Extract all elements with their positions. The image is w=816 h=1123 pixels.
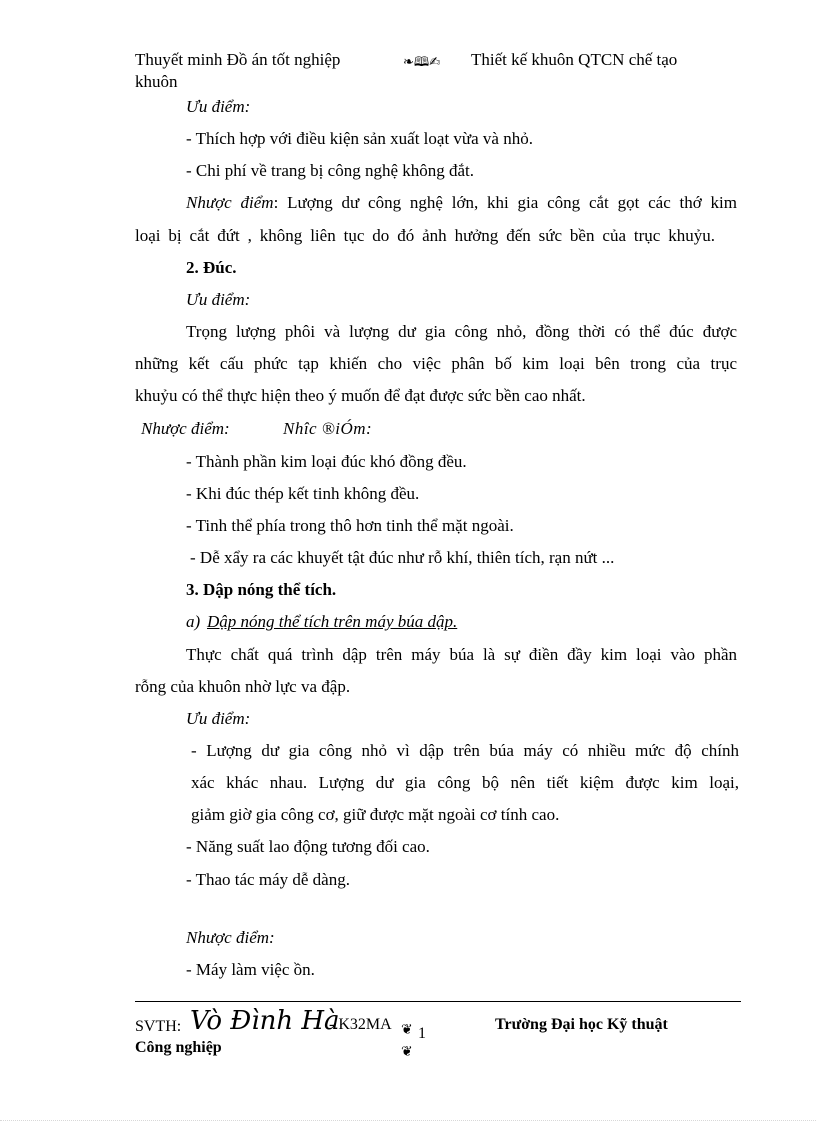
bullet-line: - Lượng dư gia công nhỏ vì dập trên búa máy có nhiều mức độ chính — [191, 741, 739, 760]
paragraph-line: loại bị cắt đứt , không liên tục do đó ảnh hưởng đến sức bền của trục khuỷu. — [135, 226, 715, 245]
disadvantages-heading: Nhược điểm: — [141, 419, 230, 438]
advantages-heading: Ưu điểm: — [186, 290, 251, 309]
paragraph-line: những kết cấu phức tạp khiến cho việc phân bố kim loại bên trong của trục — [135, 354, 737, 373]
disadvantages-paragraph-line — [186, 193, 737, 213]
advantages-heading: Ưu điểm: — [186, 97, 251, 116]
bullet-line: - Năng suất lao động tương đối cao. — [186, 837, 430, 856]
footer-student-name: Vò Đình Hà — [190, 1006, 340, 1036]
bullet-line-continued: giảm giờ gia công cơ, giữ được mặt ngoài cơ tính cao. — [191, 805, 560, 824]
bullet-line: - Tinh thể phía trong thô hơn tinh thể mặt ngoài. — [186, 516, 514, 535]
paragraph-line: Thực chất quá trình dập trên máy búa là sự điền đầy kim loại vào phần — [186, 645, 737, 664]
bullet-line: - Thao tác máy dễ dàng. — [186, 870, 350, 889]
footer-school-name-continued: Công nghiệp — [135, 1039, 222, 1056]
footer-class-code: - K32MA — [329, 1016, 392, 1033]
footer-ornament-bottom-icon: ❦ — [401, 1044, 413, 1060]
disadvantages-label: Nhược điểm — [186, 193, 274, 212]
subsection-heading: Dập nóng thể tích trên máy búa dập. — [207, 612, 458, 631]
paragraph-line: khuỷu có thể thực hiện theo ý muốn để đạt được sức bền cao nhất. — [135, 386, 586, 405]
bullet-line-continued: xác khác nhau. Lượng dư gia công bộ nên tiết kiệm được kim loại, — [191, 773, 739, 792]
header-title-right: Thiết kế khuôn QTCN chế tạo — [471, 50, 678, 69]
section-heading-casting: 2. Đúc. — [186, 258, 237, 277]
paragraph-line: rỗng của khuôn nhờ lực va đập. — [135, 677, 351, 696]
bullet-line: - Chi phí về trang bị công nghệ không đắt. — [186, 161, 475, 180]
header-title-left-continued: khuôn — [135, 72, 178, 91]
advantages-heading: Ưu điểm: — [186, 709, 251, 728]
page-edge-divider — [0, 1120, 816, 1121]
footer-school-name: Trường Đại học Kỹ thuật — [495, 1016, 668, 1033]
bullet-line: - Thích hợp với điều kiện sản xuất loạt vừa và nhỏ. — [186, 129, 533, 148]
bullet-line: - Khi đúc thép kết tinh không đều. — [186, 484, 420, 503]
disadvantages-text: : Lượng dư công nghệ lớn, khi gia công cắt gọt các thớ kim — [273, 193, 738, 212]
footer-divider — [135, 1001, 741, 1002]
footer-svth-label: SVTH: — [135, 1018, 182, 1035]
footer-ornament-top-icon: ❦ — [401, 1022, 413, 1038]
bullet-line: - Máy làm việc ồn. — [186, 960, 315, 979]
paragraph-line: Trọng lượng phôi và lượng dư gia công nhỏ, đồng thời có thể đúc được — [186, 322, 737, 341]
section-heading-hot-forging: 3. Dập nóng thể tích. — [186, 580, 337, 599]
footer-page-number: 1 — [418, 1025, 426, 1042]
bullet-line: - Dễ xẩy ra các khuyết tật đúc như rỗ khí, thiên tích, rạn nứt ... — [190, 548, 615, 567]
bullet-line: - Thành phần kim loại đúc khó đồng đều. — [186, 452, 467, 471]
garbled-heading: Nhîc ®iÓm: — [283, 419, 373, 438]
header-title-left: Thuyết minh Đồ án tốt nghiệp — [135, 50, 341, 69]
subsection-marker: a) — [186, 612, 201, 631]
disadvantages-heading: Nhược điểm: — [186, 928, 275, 947]
header-ornament-icon: ❧🕮✍ — [403, 55, 441, 70]
